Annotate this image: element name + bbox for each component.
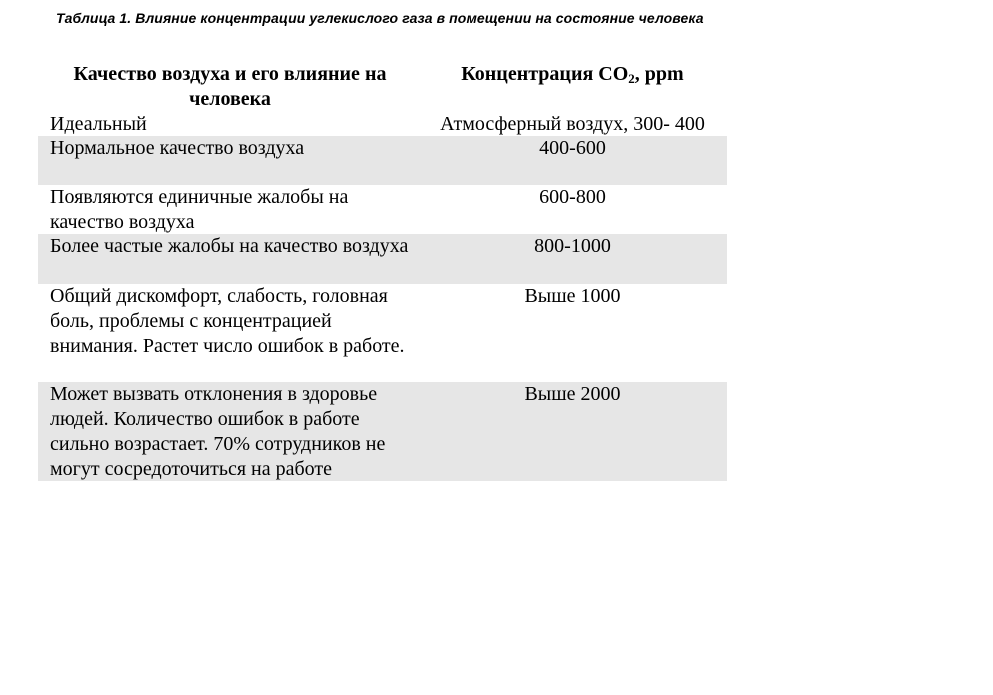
header-concentration-subscript: 2 [628,71,635,86]
header-quality: Качество воздуха и его влияние на человека [73,63,387,110]
concentration-cell: 800-1000 [534,235,611,257]
quality-cell: Может вызвать отклонения в здоровье людей. Количество ошибок в работе сильно возрастает. 70% сотрудников не могут сосредоточиться на работе [50,383,386,480]
table-row [38,284,727,382]
concentration-cell: 600-800 [539,186,606,208]
concentration-cell: Атмосферный воздух, 300- 400 [440,113,705,135]
concentration-cell: Выше 1000 [524,285,621,307]
quality-cell: Общий дискомфорт, слабость, головная боль, проблемы с концентрацией внимания. Растет число ошибок в работе. [50,285,405,357]
concentration-cell: 400-600 [539,137,606,159]
quality-cell: Появляются единичные жалобы на качество воздуха [50,186,349,233]
header-concentration-unit: , ppm [634,63,684,85]
co2-effects-table [38,62,727,481]
quality-cell: Нормальное качество воздуха [50,137,305,159]
table-header-row [38,62,727,112]
quality-cell: Более частые жалобы на качество воздуха [50,235,409,257]
quality-cell: Идеальный [50,113,147,135]
header-concentration-main: Концентрация CO [461,63,629,85]
header-concentration [418,62,727,112]
table-row [38,234,727,284]
table-row [38,185,727,234]
concentration-cell: Выше 2000 [524,383,621,405]
table-row [38,382,727,481]
table-caption: Таблица 1. Влияние концентрации углекислого газа в помещении на состояние человека [56,10,704,26]
table-row [38,136,727,185]
table-row [38,112,727,136]
